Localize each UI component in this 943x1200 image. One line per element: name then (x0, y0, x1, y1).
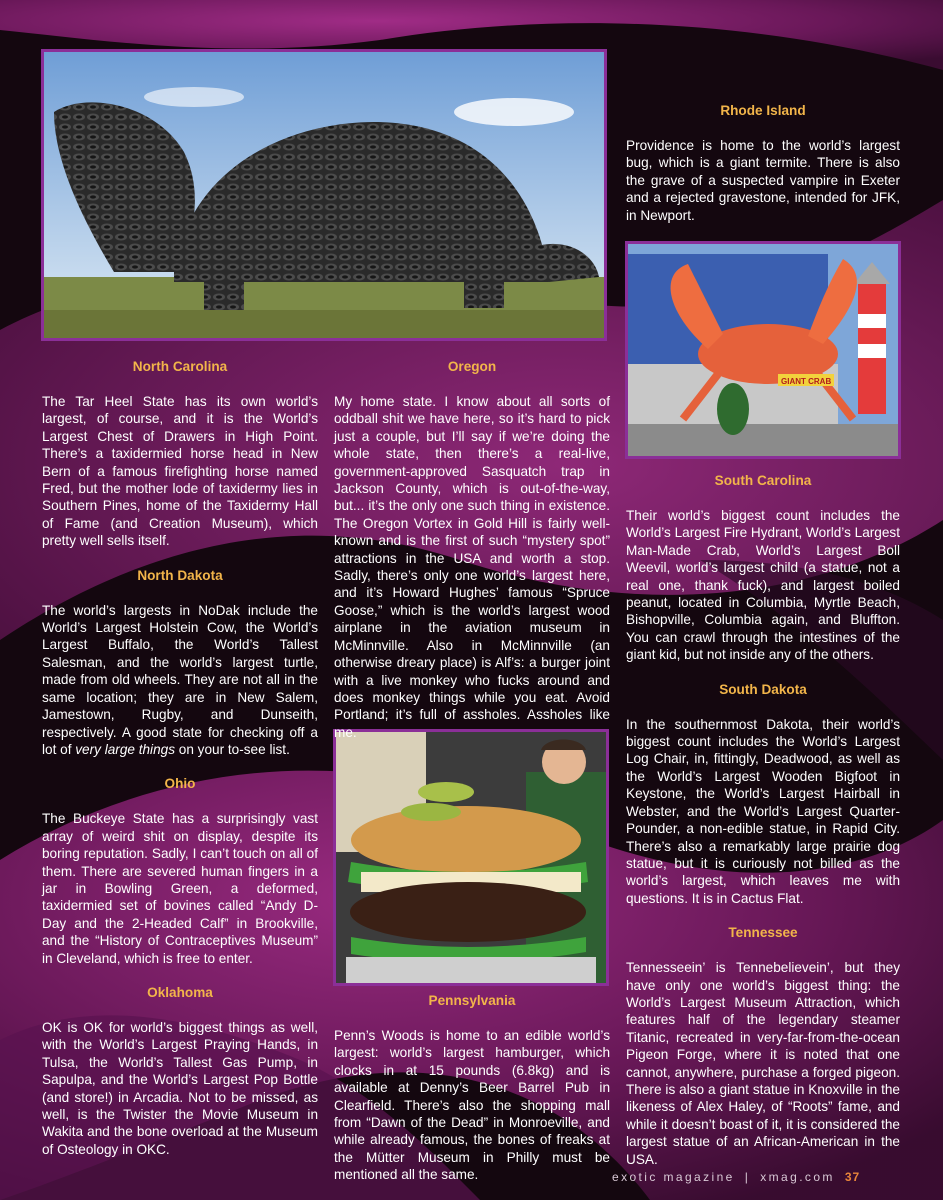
heading-south-dakota: South Dakota (719, 681, 807, 697)
footer-magazine-name: exotic magazine (612, 1170, 735, 1184)
body-north-dakota-emphasis: very large things (75, 741, 175, 757)
body-tennessee: Tennesseein’ is Tennebelievein’, but they have only one world’s biggest thing: the World’s Largest Museum Attraction, which features half of the legendary steamer Titanic, recreated in very-far-from-the-ocean Pigeon Forge, where it is noted that one cannot, anywhere, purchase a forged pigeon. There is also a giant statue in Knoxville in the likeness of Alex Haley, of “Roots” fame, and while it doesn’t boast of it, it is considered the largest statue of an African-American in the USA. (626, 960, 900, 1167)
heading-north-carolina: North Carolina (132, 359, 228, 374)
footer-website: xmag.com (760, 1170, 835, 1184)
crab-sign-text: GIANT CRAB (781, 377, 832, 386)
heading-oregon: Oregon (447, 359, 497, 374)
body-ohio: The Buckeye State has a surprisingly vast array of weird shit on display, despite its boring reputation. Sadly, I can’t touch on all of them. There are severed human fingers in a jar in Bowling Green, a deformed, taxidermied set of bovines called “Andy D-Day and the 2-Headed Calf” in Brookville, and the “History of Contraceptives Museum” in Cleveland, which is free to enter. (42, 811, 318, 966)
heading-pennsylvania: Pennsylvania (428, 993, 516, 1008)
heading-tennessee: Tennessee (728, 925, 798, 941)
column-right-lower (626, 472, 900, 1168)
body-north-dakota (42, 602, 318, 759)
body-south-dakota: In the southernmost Dakota, their world’s biggest count includes the World’s Largest Log Chair, in, fittingly, Deadwood, as well as the World’s Largest Wooden Bigfoot in Keystone, the World’s Largest Hairball in Webster, and the World’s Largest Quarter-Pounder, a non-edible statue, in Rapid City. There’s also a remarkably large prairie dog statue, but it is curiously not billed as the world’s largest, which leaves me with questions. It is in Cactus Flat. (626, 716, 900, 906)
giant-hamburger-photo (333, 729, 609, 986)
body-oregon: My home state. I know about all sorts of oddball shit we have here, so it’s hard to pick just a couple, but I’ll say if we’re doing the whole state, then there’s a real-live, government-approved Sasquatch trap in Jackson County, which is out-of-the-way, but... it’s the only one such thing in existence. The Oregon Vortex in Gold Hill is fairly well-known and is the first of such “mystery spot” attractions in the USA and worth a stop. Sadly, there’s only one world’s largest here, and it’s Howard Hughes’ famous “Spruce Goose,” which is the world’s largest wood airplane in the aviation museum in McMinnville. Also in McMinnville (an otherwise dreary place) is Alf’s: a burger joint with a live monkey who fucks around and does monkey things while you eat. Avoid Portland; it’s full of assholes. Assholes like me. (334, 394, 610, 740)
heading-south-carolina: South Carolina (714, 473, 812, 488)
column-middle-upper (334, 358, 610, 741)
footer-separator: | (744, 1170, 751, 1184)
body-north-carolina: The Tar Heel State has its own world’s largest, of course, and it is the World’s Largest Chest of Drawers in High Point. There’s a taxidermied horse head in New Bern of a famous firefighting horse named Fred, but the mother lode of taxidermy lies in Southern Pines, home of the Taxidermy Hall of Fame (and Creation Museum), which pretty well sells itself. (42, 394, 318, 549)
heading-north-dakota: North Dakota (137, 567, 223, 583)
page-number: 37 (844, 1170, 861, 1184)
body-pennsylvania: Penn’s Woods is home to an edible world’s largest: world’s largest hamburger, which clocks in at 15 pounds (6.8kg) and is available at Denny’s Beer Barrel Pub in Clearfield. There’s also the shopping mall from “Dawn of the Dead” in Monroeville, and while already famous, the bones of freaks at the Mütter Museum in Philly must be mentioned all the same. (334, 1028, 610, 1183)
body-south-carolina: Their world’s biggest count includes the World’s Largest Fire Hydrant, World’s Largest Man-Made Crab, World’s Largest Boll Weevil, world’s largest child (a statue, not a real one, thank fuck), and largest boiled peanut, located in Columbia, Myrtle Beach, Bishopville, Columbia again, and Bluffton. You can crawl through the intestines of the giant kid, but not inside any of the others. (626, 508, 900, 663)
heading-ohio: Ohio (164, 776, 196, 792)
body-north-dakota-part2: on your to-see list. (175, 741, 290, 757)
body-oklahoma: OK is OK for world’s biggest things as well, with the World’s Largest Praying Hands, in Tulsa, the World’s Tallest Gas Pump, in Sapulpa, and the World’s Largest Pop Bottle (and store!) in Arcadia. Not to be missed, as well, is the Twister the Movie Museum in Wakita and the bone overload at the Museum of Osteology in OKC. (42, 1019, 318, 1157)
heading-oklahoma: Oklahoma (147, 984, 213, 1000)
body-north-dakota-part1: The world’s largests in NoDak include the World’s Largest Holstein Cow, the World’s Largest Buffalo, the World’s Tallest Salesman, and the world’s largest turtle, made from old wheels. They are not all in the same location; they are in New Salem, Jamestown, Rugby, and Dunseith, respectively. A good state for checking off a lot of (42, 602, 318, 757)
heading-rhode-island: Rhode Island (720, 103, 806, 118)
giant-crab-photo (625, 241, 901, 459)
body-rhode-island: Providence is home to the world’s largest bug, which is a giant termite. There is also the grave of a suspected vampire in Exeter and a rejected gravestone, intended for JFK, in Newport. (626, 138, 900, 223)
column-middle-lower (334, 992, 610, 1184)
column-right-upper (626, 102, 900, 224)
tire-turtle-photo (41, 49, 607, 341)
page-footer (612, 1170, 902, 1188)
column-left (42, 358, 318, 1158)
